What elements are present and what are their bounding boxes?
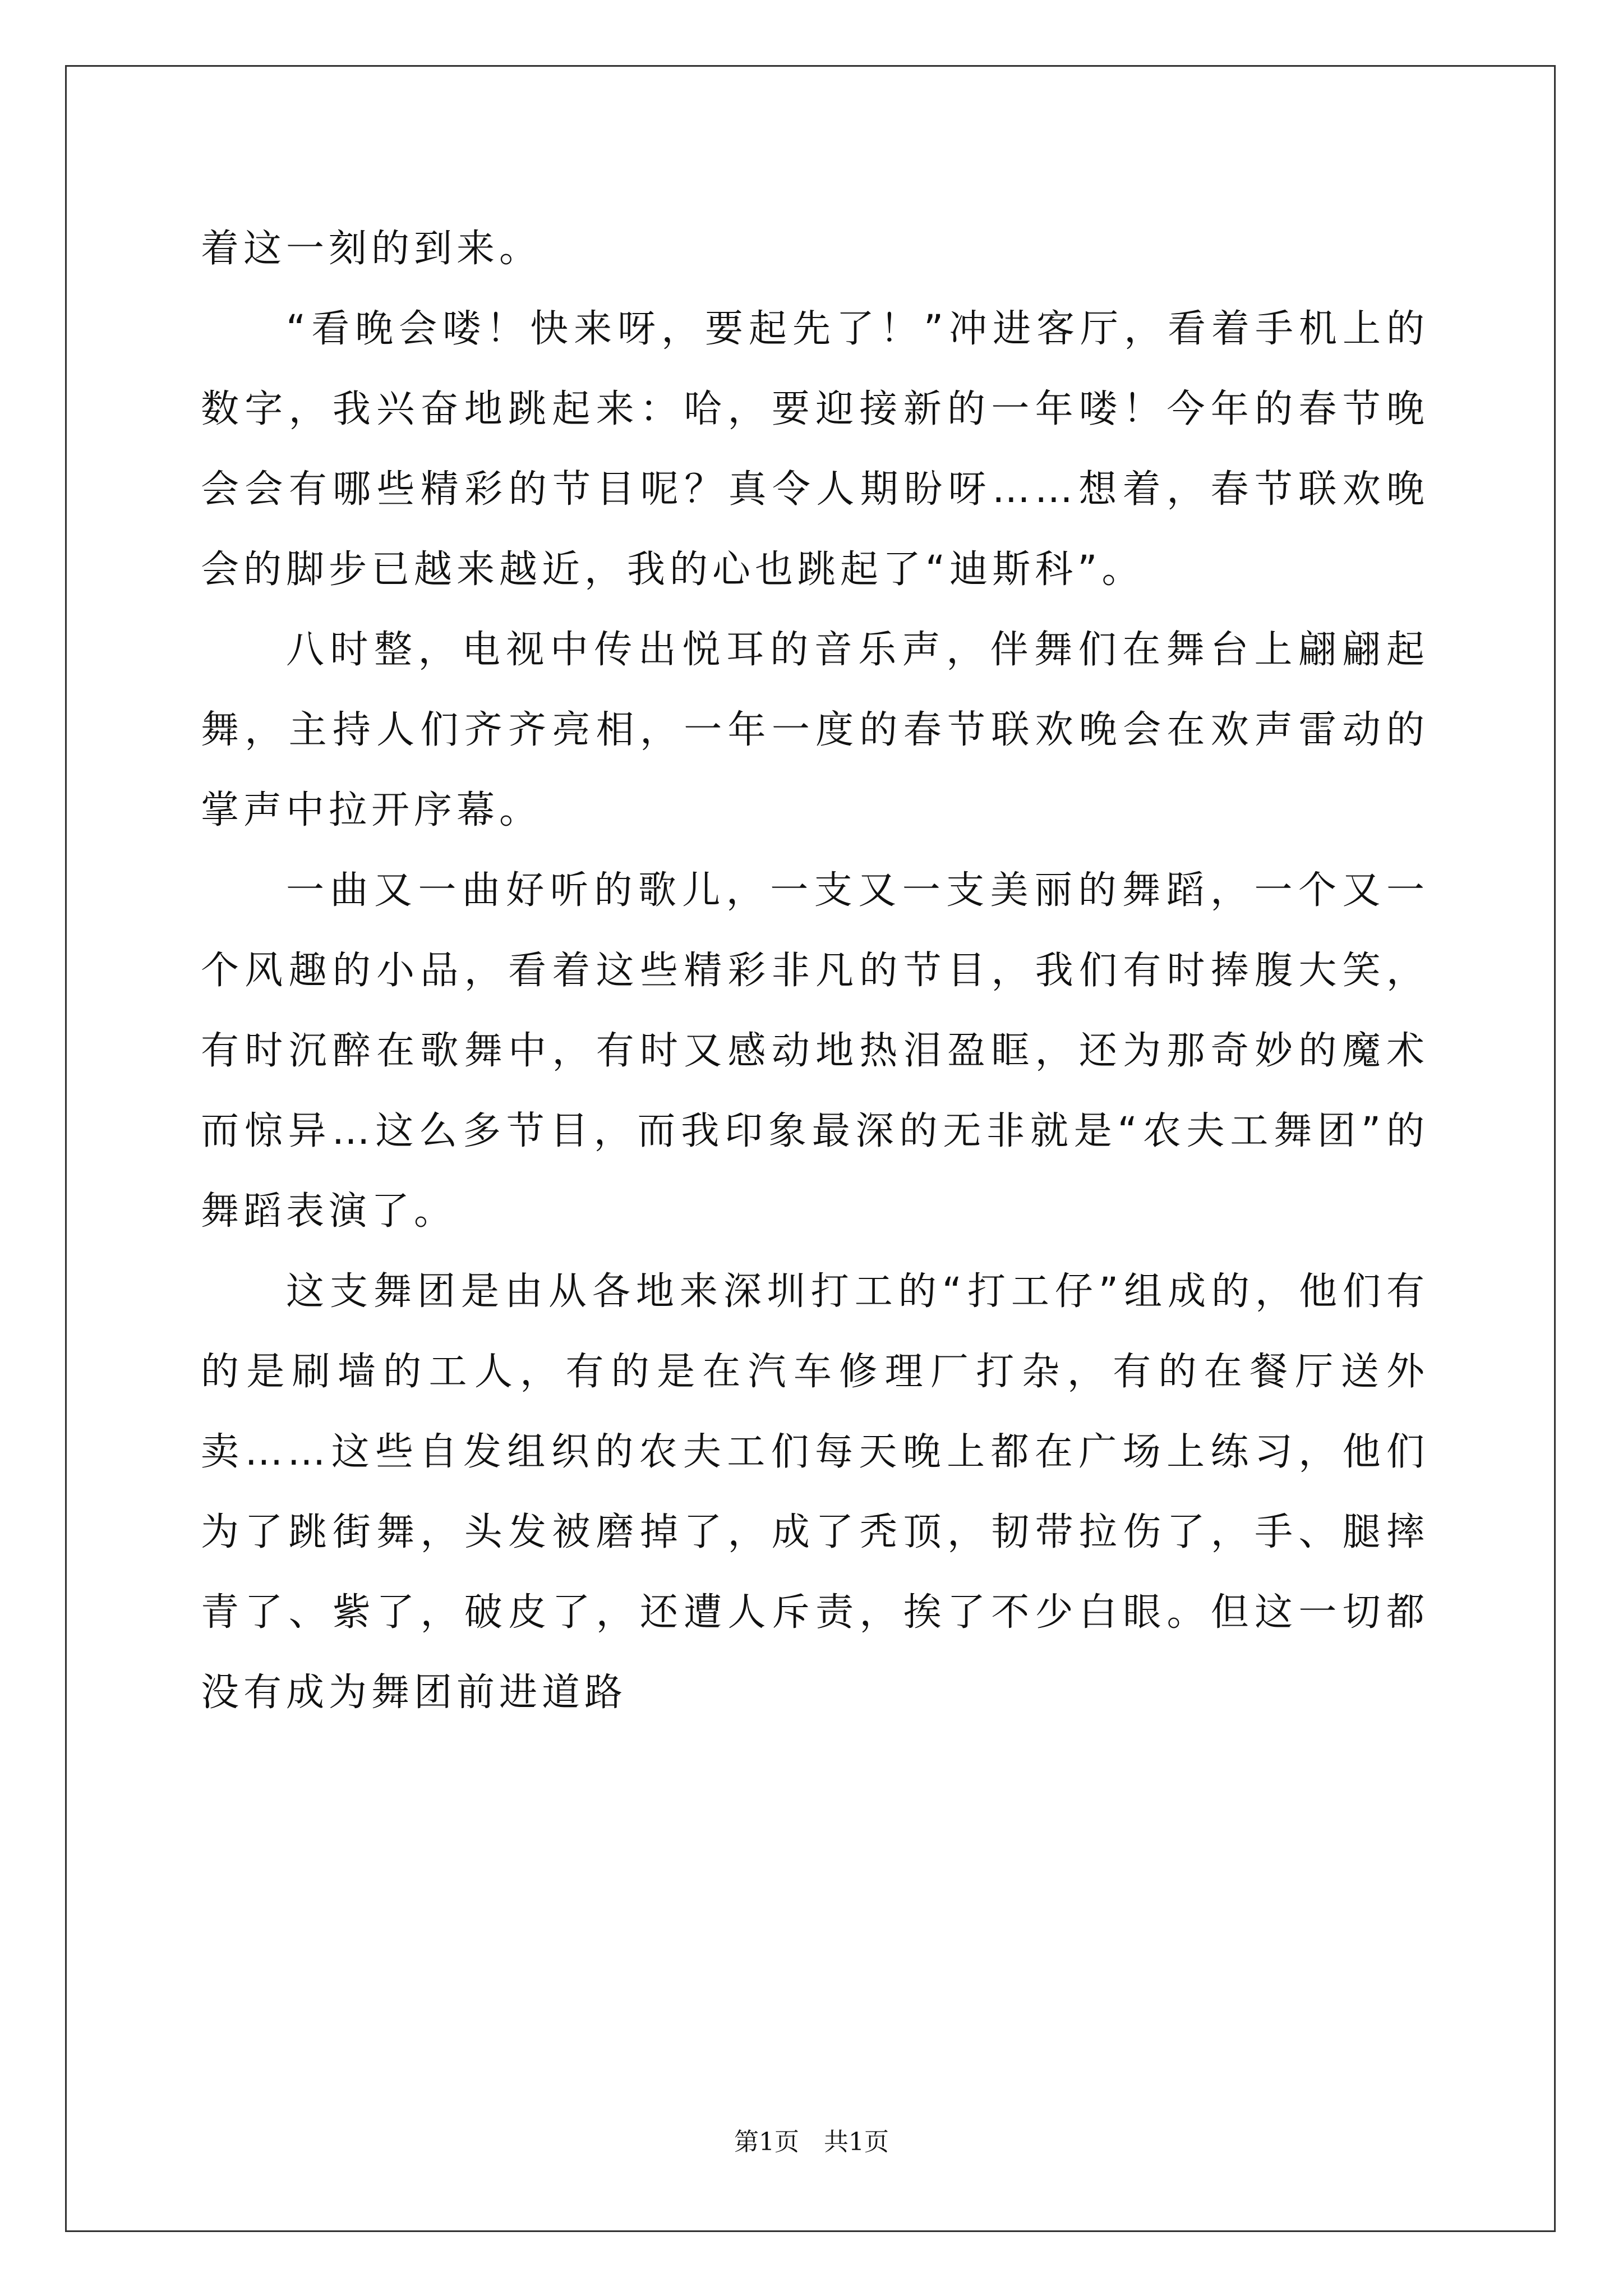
paragraph-4: 一曲又一曲好听的歌儿，一支又一支美丽的舞蹈，一个又一个风趣的小品，看着这些精彩非凡的节目，我们有时捧腹大笑，有时沉醉在歌舞中，有时又感动地热泪盈眶，还为那奇妙的魔术而惊异…这么多节目，而我印象最深的无非就是“农夫工舞团”的舞蹈表演了。	[201, 868, 1429, 1234]
paragraph-5: 这支舞团是由从各地来深圳打工的“打工仔”组成的，他们有的是刷墙的工人，有的是在汽车修理厂打杂，有的在餐厅送外卖……这些自发组织的农夫工们每天晚上都在广场上练习，他们为了跳街舞，头发被磨掉了，成了秃顶，韧带拉伤了，手、腿摔青了、紫了，破皮了，还遭人斥责，挨了不少白眼。但这一切都没有成为舞团前进道路	[201, 1269, 1429, 1715]
paragraph-2: “看晚会喽！快来呀，要起先了！”冲进客厅，看着手机上的数字，我兴奋地跳起来：哈，要迎接新的一年喽！今年的春节晚会会有哪些精彩的节目呢？真令人期盼呀……想着，春节联欢晚会的脚步已越来越近，我的心也跳起了“迪斯科”。	[201, 307, 1429, 592]
paragraph-1: 着这一刻的到来。	[201, 227, 542, 271]
paragraph-3: 八时整，电视中传出悦耳的音乐声，伴舞们在舞台上翩翩起舞，主持人们齐齐亮相，一年一度的春节联欢晚会在欢声雷动的掌声中拉开序幕。	[201, 628, 1429, 832]
document-body	[201, 209, 1429, 1733]
page-number: 第1页	[734, 2128, 799, 2156]
page-footer	[0, 2122, 1623, 2157]
page-total: 共1页	[824, 2128, 889, 2156]
